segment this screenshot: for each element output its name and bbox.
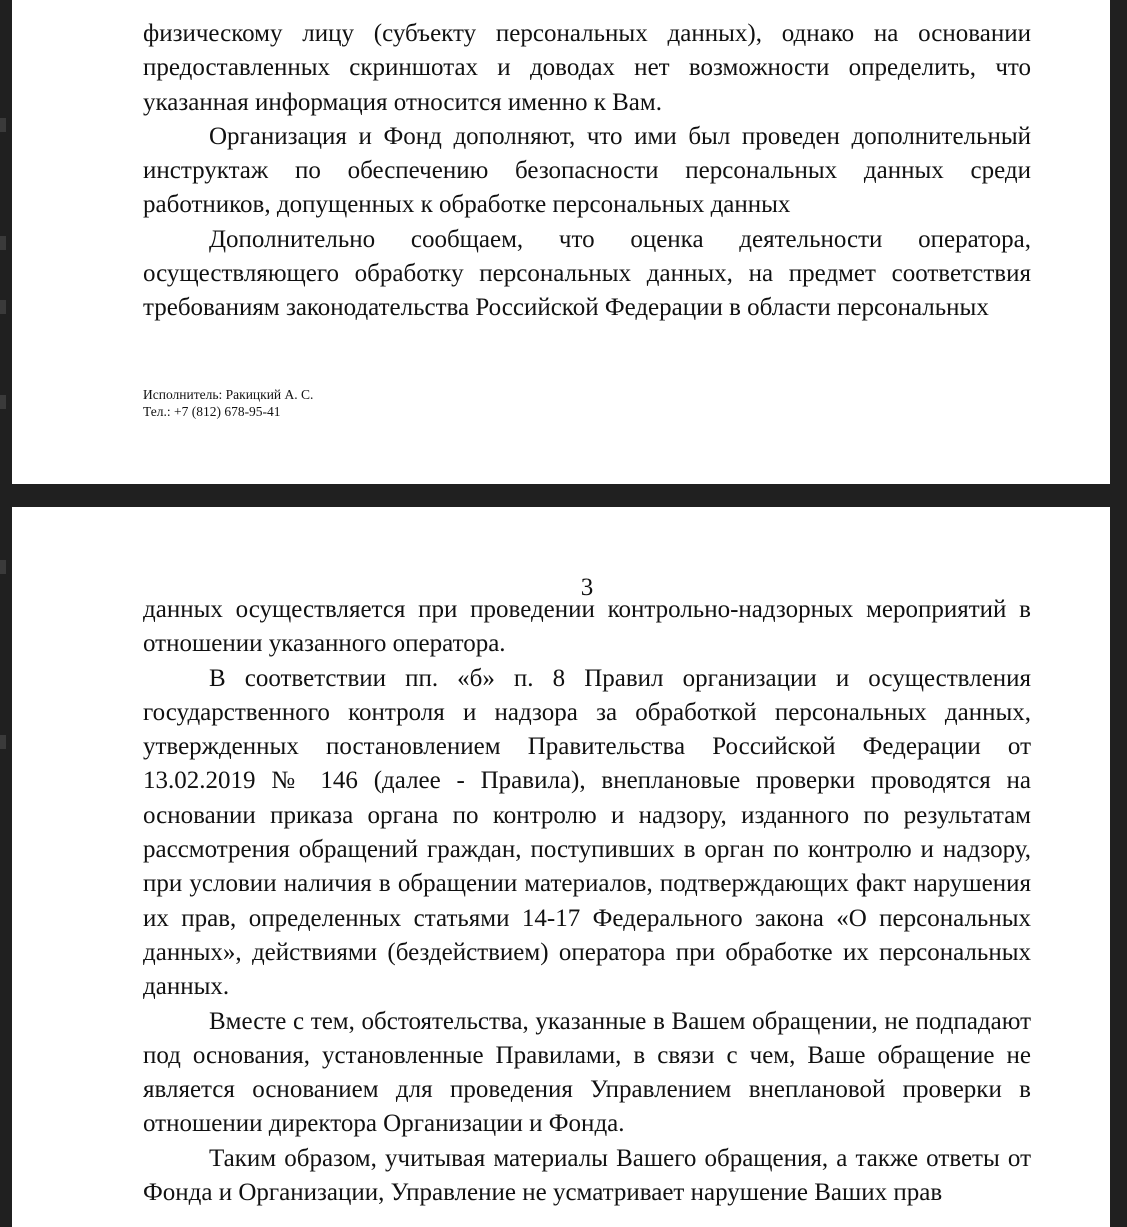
page-number: 3 — [580, 574, 594, 601]
background-edge-mark — [0, 395, 6, 409]
executor-phone: Тел.: +7 (812) 678-95-41 — [143, 404, 281, 419]
background-edge-mark — [0, 735, 6, 749]
paragraph: данных осуществляется при проведении контрольно-надзорных мероприятий в отношении указанного оператора. — [143, 596, 1031, 658]
executor-name: Исполнитель: Ракицкий А. С. — [143, 387, 314, 402]
background-edge-mark — [0, 118, 6, 132]
page-body — [143, 17, 1031, 326]
paragraph: Вместе с тем, обстоятельства, указанные в Вашем обращении, не подпадают под основания, установленные Правилами, в связи с чем, Ваше обращение не является основанием для проведения Управлением внеплановой проверки в отношении директора Организации и Фонда. — [143, 1007, 1031, 1138]
paragraph: физическому лицу (субъекту персональных данных), однако на основании предоставленных скриншотах и доводах нет возможности определить, что указанная информация относится именно к Вам. — [143, 20, 1031, 116]
background-edge-mark — [0, 236, 6, 250]
paragraph: Таким образом, учитывая материалы Вашего обращения, а также ответы от Фонда и Организации, Управление не усматривает нарушение Ваших прав — [143, 1144, 1031, 1207]
document-page-top — [12, 0, 1110, 484]
paragraph: Организация и Фонд дополняют, что ими был проведен дополнительный инструктаж по обеспечению безопасности персональных данных среди работников, допущенных к обработке персональных данных — [143, 122, 1031, 219]
background-edge-mark — [0, 300, 6, 314]
page-body — [143, 593, 1031, 1210]
executor-footer — [143, 386, 313, 420]
document-page-bottom — [12, 507, 1110, 1227]
paragraph: В соответствии пп. «б» п. 8 Правил организации и осуществления государственного контроля и надзора за обработкой персональных данных, утвержденных постановлением Правительства Российской Федерации от 13.02.2019 № 146 (далее - Правила), внеплановые проверки проводятся на основании приказа органа по контролю и надзору, изданного по результатам рассмотрения обращений граждан, поступивших в орган по контролю и надзору, при условии наличия в обращении материалов, подтверждающих факт нарушения их прав, определенных статьями 14-17 Федерального закона «О персональных данных», действиями (бездействием) оператора при обработке их персональных данных. — [143, 664, 1031, 1001]
background-edge-mark — [0, 560, 6, 574]
paragraph: Дополнительно сообщаем, что оценка деятельности оператора, осуществляющего обработку персональных данных, на предмет соответствия требованиям законодательства Российской Федерации в области персональных — [143, 225, 1031, 322]
